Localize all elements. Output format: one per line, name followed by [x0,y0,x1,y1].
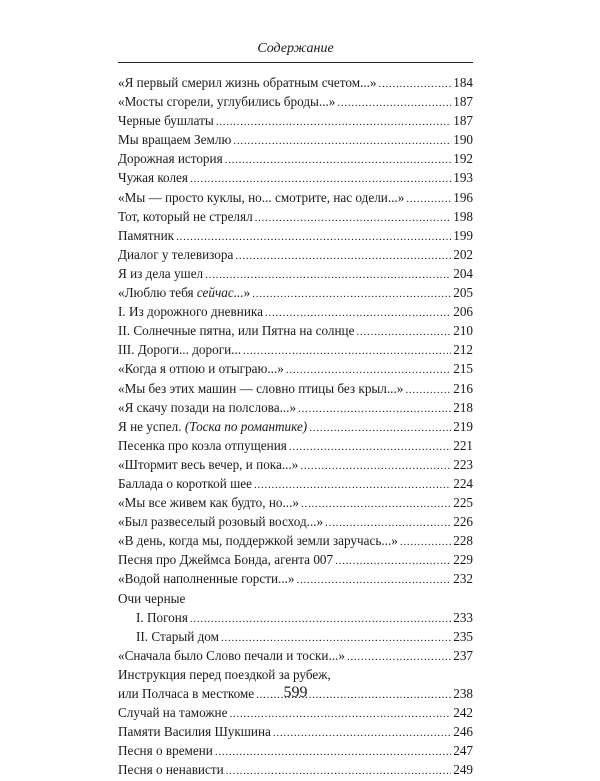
toc-entry-title-text: Я из дела ушел [118,265,204,281]
toc-entry-title-text: или Полчаса в месткоме [118,686,255,701]
toc-entry [118,455,473,474]
toc-entry-title [118,111,214,130]
toc-entry-page: 210 [453,323,473,339]
toc-entry-title [118,168,188,187]
toc-entry-page: 219 [453,418,473,434]
leader-dots [297,569,452,590]
toc-entry-page: 246 [453,724,473,740]
toc-entry-title-italic: сейчас... [196,285,244,301]
toc-entry-title-text: Очи черные [118,590,186,606]
toc-entry-page: 198 [453,208,473,224]
toc-entry-page: 216 [453,380,473,396]
toc-entry-page: 237 [453,647,473,663]
table-of-contents [118,73,473,779]
running-header: Содержание [257,41,334,56]
leader-dots [226,760,452,781]
toc-entry-title-text: Памяти Василия Шукшина [118,724,271,740]
toc-entry-title-text: Баллада о короткой шее [118,475,252,491]
page-number: 599 [283,684,308,701]
toc-entry-title [118,760,224,779]
leader-dots [300,455,451,476]
toc-entry-title [136,608,188,627]
leader-dots [215,741,451,762]
toc-entry-title-text: «В день, когда мы, поддержкой земли заручась...» [118,533,398,549]
toc-entry-title-text: Чужая колея [118,170,188,186]
toc-entry-page: 228 [453,533,473,549]
leader-dots [325,512,451,533]
toc-entry-title-text: Тот, который не стрелял [118,208,253,224]
toc-entry-title [118,417,307,436]
toc-entry-title [118,92,335,111]
toc-entry-page: 192 [453,151,473,167]
leader-dots [229,703,451,724]
toc-entry-title-text: Дорожная история [118,151,223,167]
toc-entry [118,92,473,111]
leader-dots [335,550,451,571]
toc-entry-title-tail: » [243,285,251,301]
leader-dots [255,207,452,228]
toc-entry [118,226,473,245]
leader-dots [301,493,451,514]
toc-entry-title [118,455,298,474]
toc-entry-title-text: «Мосты сгорели, углубились броды...» [118,94,336,110]
toc-entry-title-text: «Был развеселый розовый восход...» [118,514,324,530]
toc-entry [118,302,473,321]
toc-entry [118,493,473,512]
toc-entry-title-text: Мы вращаем Землю [118,132,232,148]
toc-entry-title-text: Песня о времени [118,743,213,759]
leader-dots [286,359,451,380]
toc-entry-page: 247 [453,743,473,759]
toc-entry-title [136,627,219,646]
leader-dots [337,92,451,113]
toc-entry-title [118,207,253,226]
toc-entry-title [118,569,295,588]
leader-dots [190,608,451,629]
toc-entry [118,73,473,92]
toc-entry-page: 224 [453,475,473,491]
leader-dots [298,398,451,419]
toc-entry-title-text: Песня о ненависти [118,762,224,778]
toc-entry-title [118,646,345,665]
toc-entry-title [118,359,284,378]
toc-entry [118,760,473,779]
leader-dots [221,627,451,648]
toc-entry [118,188,473,207]
toc-entry-title [118,264,203,283]
toc-entry-page: 205 [453,285,473,301]
toc-entry [118,512,473,531]
toc-entry [118,379,473,398]
leader-dots [243,340,451,361]
toc-entry-page: 199 [453,227,473,243]
toc-entry-page: 223 [453,456,473,472]
leader-dots [400,531,451,552]
toc-entry-title [118,73,377,92]
toc-entry-title [118,550,333,569]
toc-entry-page: 233 [453,609,473,625]
toc-entry-title [118,741,213,760]
toc-entry [118,398,473,417]
leader-dots [190,168,451,189]
toc-entry [118,207,473,226]
toc-entry [118,321,473,340]
toc-entry-page: 204 [453,265,473,281]
toc-entry-title-text: Памятник [118,227,175,243]
toc-entry [118,646,473,665]
toc-entry-page: 226 [453,514,473,530]
toc-entry [118,283,473,302]
toc-entry-title-text: «Водой наполненные горсти...» [118,571,295,587]
toc-entry-title [118,283,250,302]
leader-dots [233,130,451,151]
toc-entry [118,168,473,187]
toc-entry [118,741,473,760]
toc-entry-page: 221 [453,437,473,453]
toc-entry-title [118,130,231,149]
toc-entry-page: 202 [453,246,473,262]
leader-dots [406,188,451,209]
toc-entry-title [118,188,404,207]
toc-entry-title [118,226,174,245]
toc-entry-page: 229 [453,552,473,568]
toc-entry [118,245,473,264]
toc-entry-page: 238 [453,686,473,701]
toc-entry [118,264,473,283]
toc-entry-title [118,340,241,359]
toc-entry-title [118,149,223,168]
toc-entry-title-text: Инструкция перед поездкой за рубеж, [118,666,331,682]
toc-entry-title [118,474,252,493]
toc-entry-title-text: II. Старый дом [136,628,219,644]
toc-entry-title-text: II. Солнечные пятна, или Пятна на солнце [118,323,355,339]
toc-entry-page: 206 [453,304,473,320]
toc-entry-page: 242 [453,705,473,721]
toc-entry-title-text: Песня про Джеймса Бонда, агента 007 [118,552,334,568]
leader-dots [225,149,452,170]
toc-entry-title [118,589,185,608]
toc-entry-page: 190 [453,132,473,148]
leader-dots [309,417,451,438]
toc-entry-title-text: I. Из дорожного дневника [118,304,263,320]
toc-entry-page: 184 [453,75,473,90]
toc-entry-page: 218 [453,399,473,415]
toc-entry-title-italic: (Тоска по романтике) [184,418,308,434]
toc-entry-title-text: «Когда я отпою и отыграю...» [118,361,284,377]
toc-entry-title-text: III. Дороги... дороги... [118,342,242,358]
leader-dots [235,245,451,266]
toc-entry-page: 187 [453,113,473,129]
toc-entry-title [118,493,299,512]
toc-entry-title [118,531,398,550]
leader-dots [289,436,451,457]
toc-entry-page: 232 [453,571,473,587]
leader-dots [347,646,451,667]
toc-entry-page: 212 [453,342,473,358]
toc-entry-title-text: «Я скачу позади на полслова...» [118,399,297,415]
toc-entry [118,436,473,455]
toc-entry-page: 193 [453,170,473,186]
toc-entry-title [118,703,227,722]
toc-entry-title [118,379,403,398]
toc-entry-title-text: Случай на таможне [118,705,228,721]
toc-entry-title [118,512,323,531]
toc-entry-title [118,665,331,684]
leader-dots [254,474,451,495]
toc-entry [118,722,473,741]
toc-entry-title-text: «Мы — просто куклы, но... смотрите, нас одели...» [118,189,405,205]
toc-entry-title-text: «Сначала было Слово печали и тоски...» [118,647,345,663]
toc-entry-title-text: «Мы все живем как будто, но...» [118,495,299,511]
leader-dots [252,283,451,304]
toc-entry-title-text: Песенка про козла отпущения [118,437,287,453]
toc-entry-title-text: Я не успел. [118,418,185,434]
toc-entry [118,665,473,684]
toc-entry [118,550,473,569]
toc-entry [118,608,473,627]
toc-entry [118,569,473,588]
toc-entry-title [118,321,354,340]
toc-entry [118,531,473,550]
leader-dots [216,111,451,132]
toc-entry-title [118,398,296,417]
toc-entry-title-text: «Мы без этих машин — словно птицы без крыл...» [118,380,404,396]
toc-entry-page: 196 [453,189,473,205]
toc-entry-title-text: «Штормит весь вечер, и пока...» [118,456,299,472]
toc-entry-title [118,302,263,321]
toc-entry-page: 235 [453,628,473,644]
toc-entry [118,340,473,359]
toc-entry-title [118,245,233,264]
toc-entry-title-text: «Люблю тебя [118,285,197,301]
leader-dots [205,264,451,285]
toc-entry [118,130,473,149]
toc-entry [118,589,473,608]
toc-entry-page: 225 [453,495,473,511]
leader-dots [405,379,451,400]
toc-entry-title-text: Диалог у телевизора [118,246,234,262]
leader-dots [265,302,451,323]
toc-entry [118,359,473,378]
header-rule [118,62,473,63]
toc-entry [118,627,473,646]
toc-entry [118,111,473,130]
toc-entry-page: 249 [453,762,473,778]
toc-entry-title-text: «Я первый смерил жизнь обратным счетом...» [118,75,377,90]
toc-entry [118,474,473,493]
toc-entry [118,149,473,168]
toc-entry-title [118,722,271,741]
toc-entry-page: 215 [453,361,473,377]
toc-entry-title-text: I. Погоня [136,609,188,625]
toc-entry-title-text: Черные бушлаты [118,113,214,129]
toc-entry-page: 187 [453,94,473,110]
leader-dots [273,722,451,743]
toc-entry [118,703,473,722]
toc-entry-title [118,436,287,455]
leader-dots [356,321,451,342]
toc-entry [118,417,473,436]
leader-dots [379,73,452,94]
leader-dots [176,226,451,247]
